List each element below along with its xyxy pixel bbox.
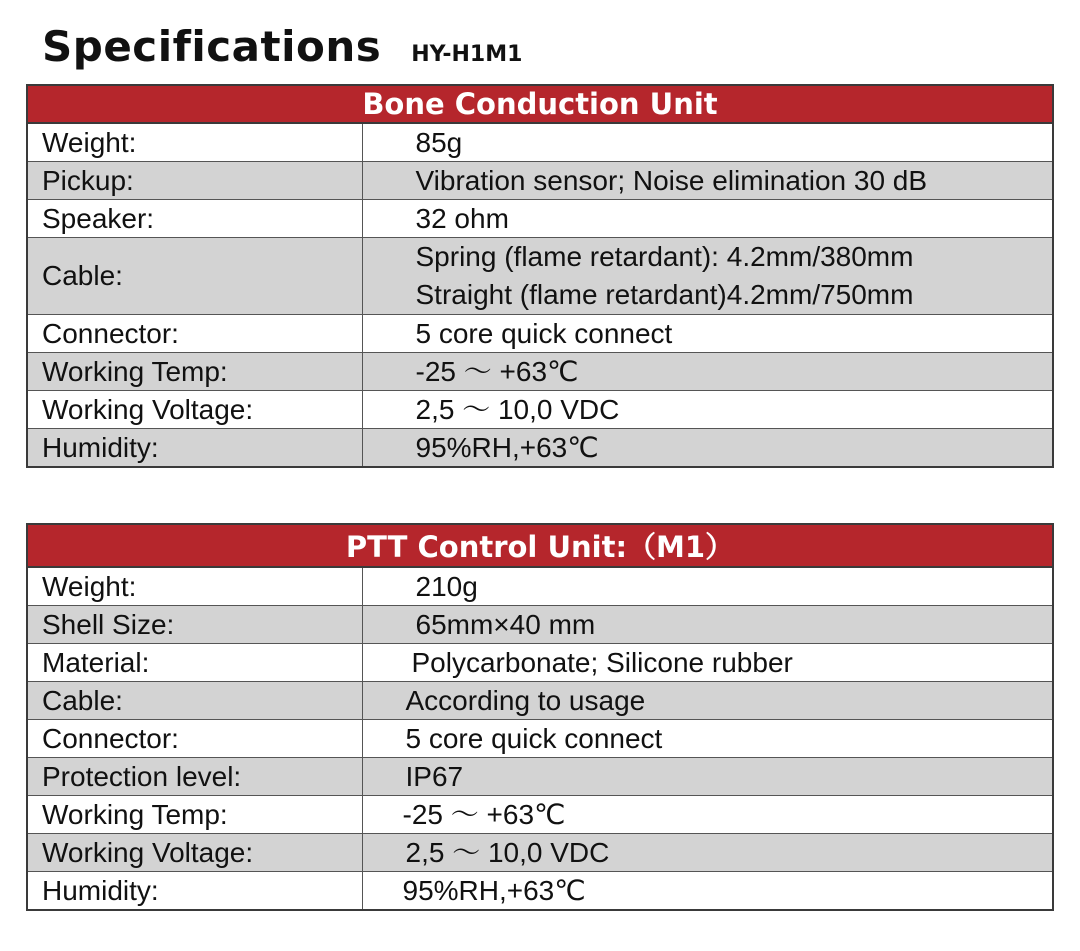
table-row <box>27 872 1053 911</box>
table-row <box>27 162 1053 200</box>
spec-label: Connector: <box>27 720 362 758</box>
table-row <box>27 796 1053 834</box>
table-row <box>27 567 1053 606</box>
page-header <box>42 22 522 71</box>
spec-label: Weight: <box>27 567 362 606</box>
spec-label: Humidity: <box>27 872 362 911</box>
spec-value: IP67 <box>362 758 1053 796</box>
table-header-row <box>27 524 1053 567</box>
spec-label: Connector: <box>27 315 362 353</box>
spec-label: Weight: <box>27 123 362 162</box>
table-row <box>27 720 1053 758</box>
spec-value: -25 ～ +63℃ <box>362 796 1053 834</box>
spec-label: Shell Size: <box>27 606 362 644</box>
spec-value-line: Straight (flame retardant)4.2mm/750mm <box>415 279 914 310</box>
spec-label: Working Voltage: <box>27 391 362 429</box>
spec-label: Working Temp: <box>27 796 362 834</box>
spec-value-line: Spring (flame retardant): 4.2mm/380mm <box>415 241 914 272</box>
spec-label: Humidity: <box>27 429 362 468</box>
spec-label: Working Voltage: <box>27 834 362 872</box>
spec-label: Material: <box>27 644 362 682</box>
page-title: Specifications <box>42 22 382 71</box>
spec-value: 2,5 ～ 10,0 VDC <box>362 834 1053 872</box>
spec-value: Polycarbonate; Silicone rubber <box>362 644 1053 682</box>
spec-label: Cable: <box>27 682 362 720</box>
spec-value: 2,5 ～ 10,0 VDC <box>362 391 1053 429</box>
table-row <box>27 353 1053 391</box>
spec-label: Speaker: <box>27 200 362 238</box>
bone-conduction-spec-table <box>26 84 1054 468</box>
table-row <box>27 834 1053 872</box>
spec-value: -25 ～ +63℃ <box>362 353 1053 391</box>
table-row <box>27 123 1053 162</box>
table-row <box>27 315 1053 353</box>
table-row <box>27 391 1053 429</box>
table-row <box>27 644 1053 682</box>
spec-value: 5 core quick connect <box>362 315 1053 353</box>
spec-value: 32 ohm <box>362 200 1053 238</box>
table-row <box>27 758 1053 796</box>
ptt-control-spec-table <box>26 523 1054 911</box>
spec-label: Working Temp: <box>27 353 362 391</box>
spec-value: 95%RH,+63℃ <box>362 429 1053 468</box>
spec-value <box>362 238 1053 315</box>
bone-conduction-heading: Bone Conduction Unit <box>27 85 1053 123</box>
table-row <box>27 238 1053 315</box>
table-row <box>27 429 1053 468</box>
spec-label: Pickup: <box>27 162 362 200</box>
table-row <box>27 682 1053 720</box>
table-row <box>27 200 1053 238</box>
spec-label: Cable: <box>27 238 362 315</box>
table-row <box>27 606 1053 644</box>
spec-value: 95%RH,+63℃ <box>362 872 1053 911</box>
spec-value: 5 core quick connect <box>362 720 1053 758</box>
spec-value: According to usage <box>362 682 1053 720</box>
table-header-row <box>27 85 1053 123</box>
ptt-control-heading: PTT Control Unit:（M1） <box>27 524 1053 567</box>
model-number: HY-H1M1 <box>411 42 523 67</box>
spec-value: 85g <box>362 123 1053 162</box>
spec-label: Protection level: <box>27 758 362 796</box>
spec-value: 65mm×40 mm <box>362 606 1053 644</box>
spec-value: Vibration sensor; Noise elimination 30 dB <box>362 162 1053 200</box>
spec-value: 210g <box>362 567 1053 606</box>
